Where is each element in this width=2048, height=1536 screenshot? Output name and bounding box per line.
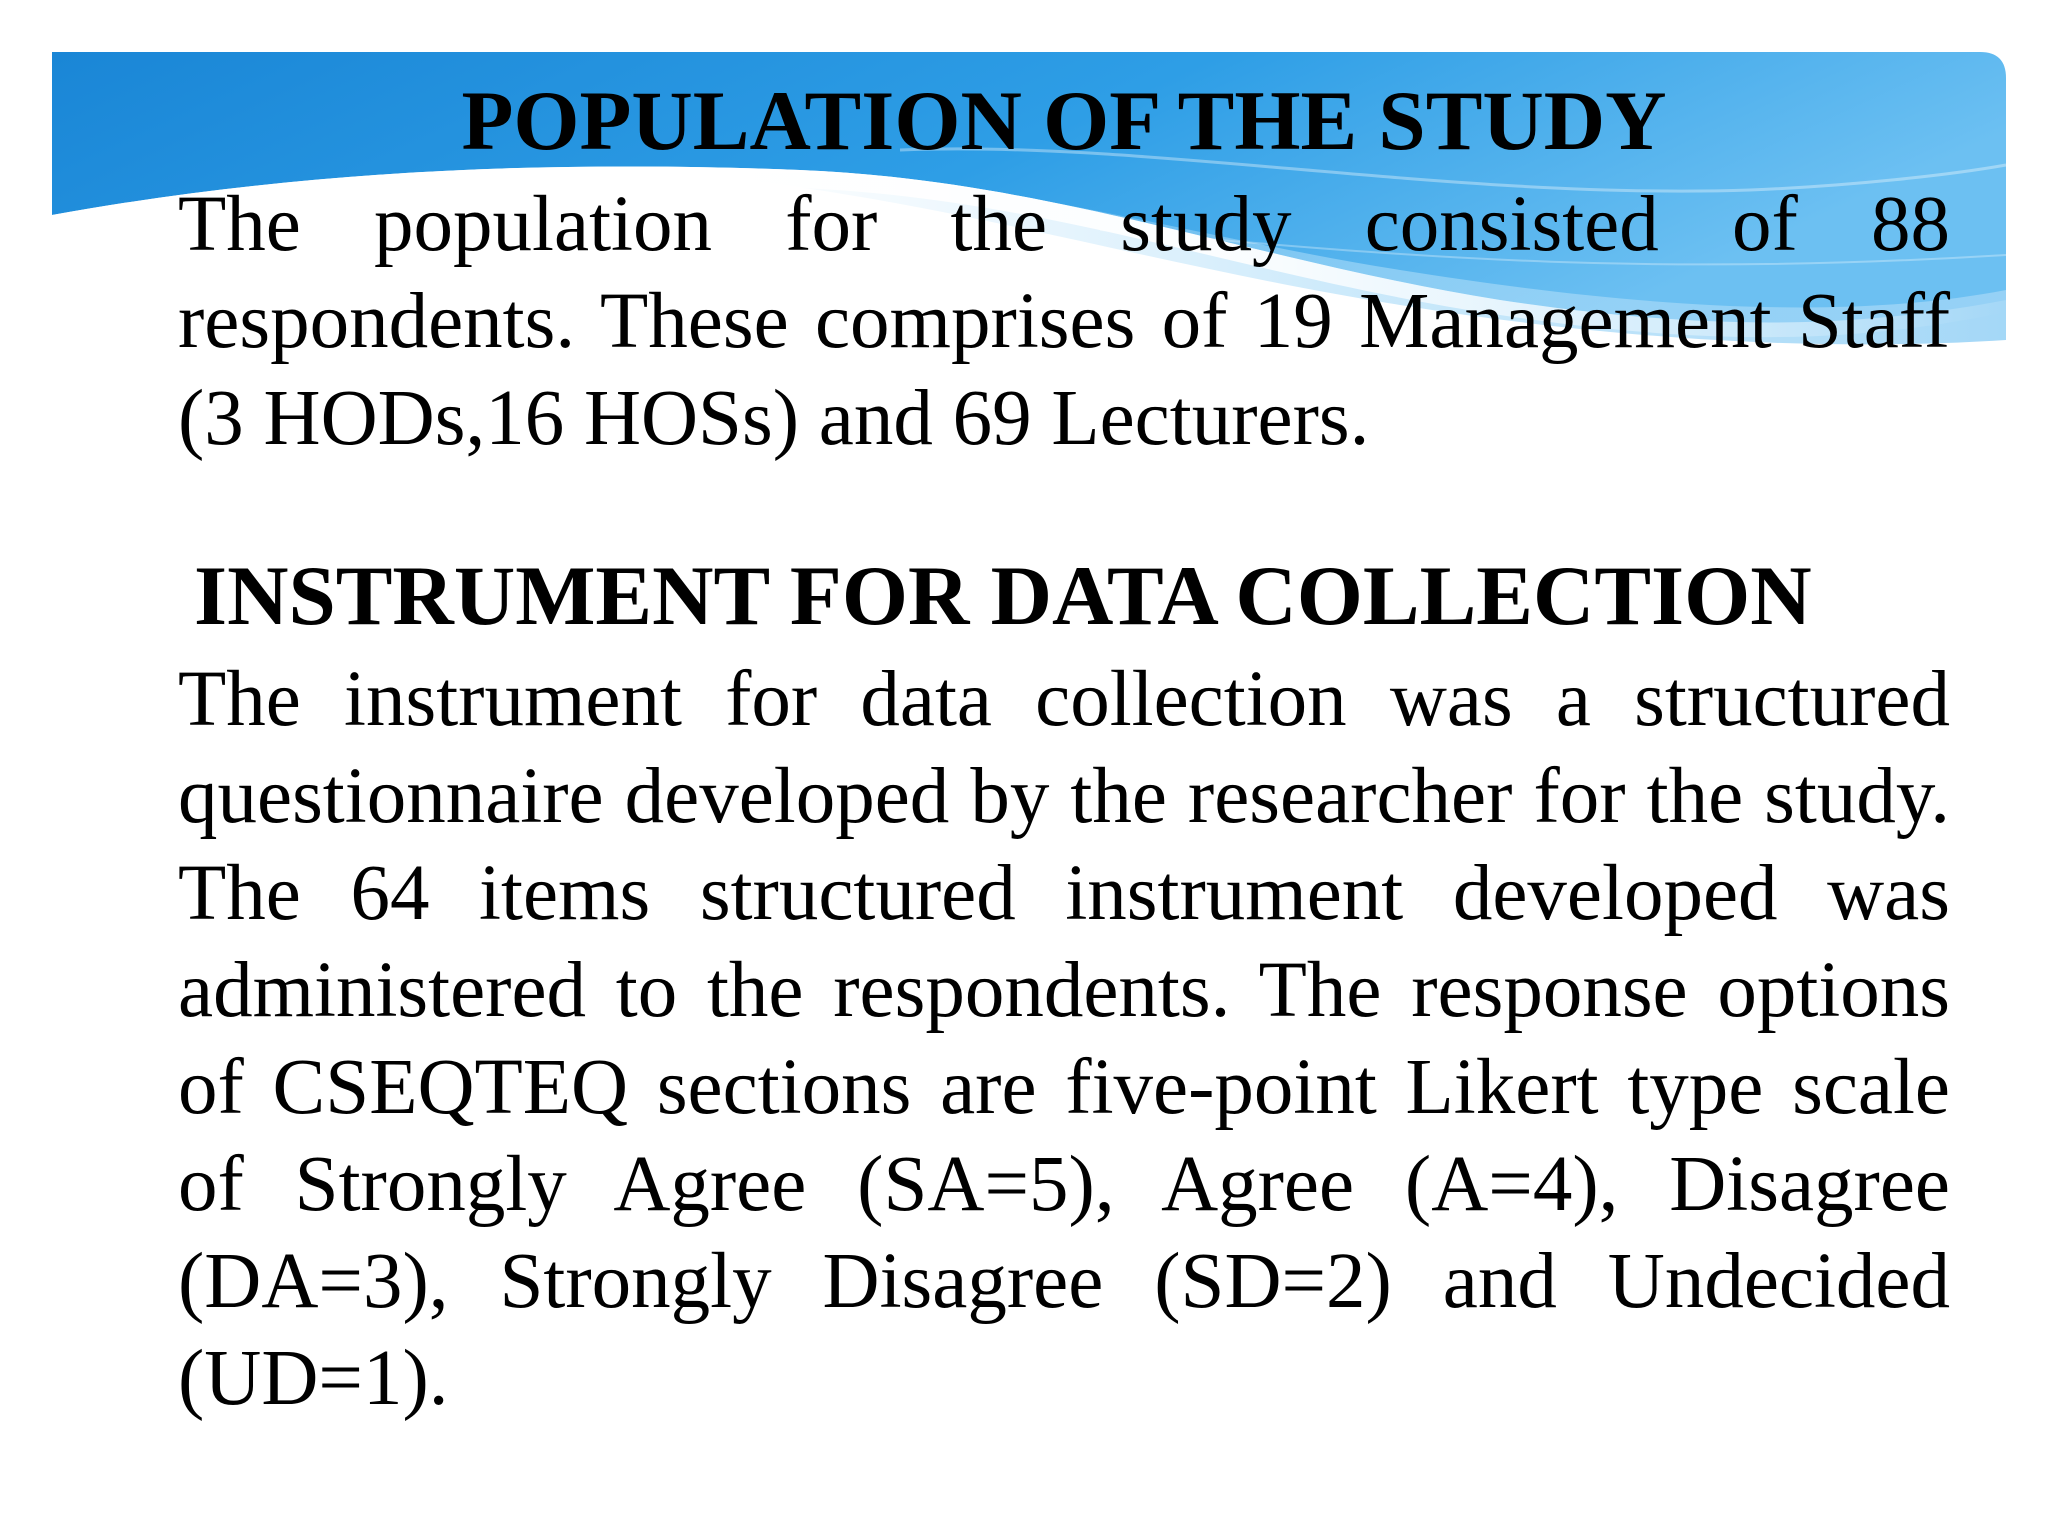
section-heading-instrument: INSTRUMENT FOR DATA COLLECTION (194, 549, 1812, 643)
section-body-instrument: The instrument for data collection was a structured questionnaire developed by the researcher for the study. The 64 items structured instrument developed was administered to the respondents. The response options of CSEQTEQ sections are five-point Likert type scale of Strongly Agree (SA=5), Agree (A=4), Disagree (DA=3), Strongly Disagree (SD=2) and Undecided (UD=1). (178, 656, 1950, 1422)
section-heading-population: POPULATION OF THE STUDY (461, 74, 1667, 168)
section-body-population: The population for the study consisted of 88 respondents. These comprises of 19 Management Staff (3 HODs,16 HOSs) and 69 Lecturers. (178, 181, 1950, 462)
slide-content (178, 66, 1950, 1427)
